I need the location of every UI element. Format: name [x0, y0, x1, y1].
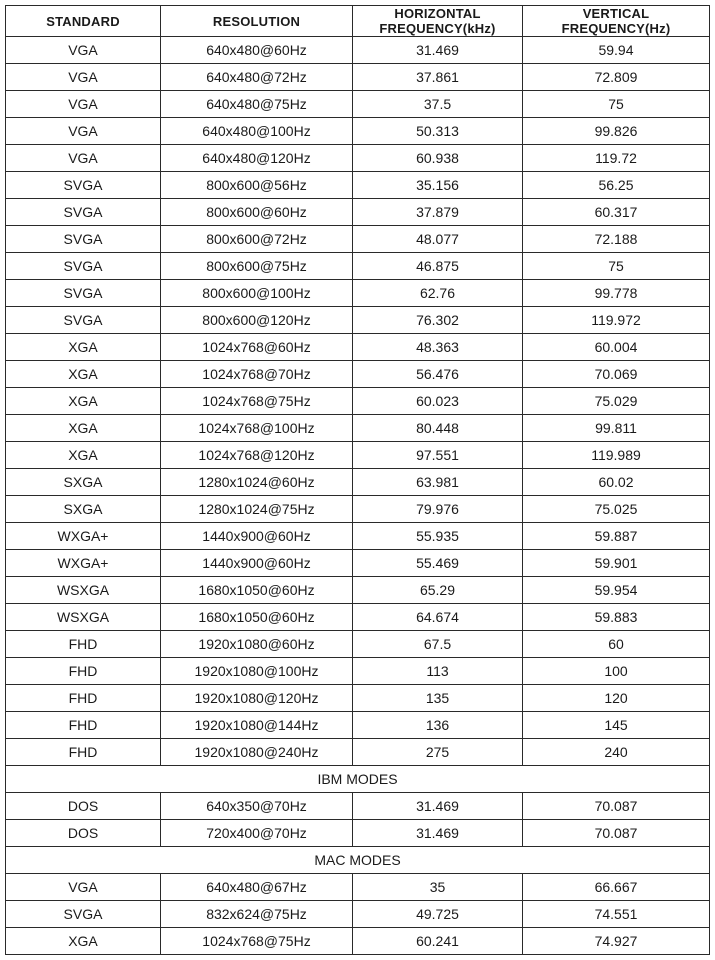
- cell-standard: WXGA+: [6, 523, 161, 550]
- cell-standard: XGA: [6, 388, 161, 415]
- cell-resolution: 1024x768@120Hz: [161, 442, 353, 469]
- cell-horizontal-frequency: 63.981: [353, 469, 523, 496]
- cell-standard: XGA: [6, 415, 161, 442]
- section-title: MAC MODES: [6, 847, 710, 874]
- table-header: [6, 6, 710, 37]
- cell-vertical-frequency: 72.188: [523, 226, 710, 253]
- cell-resolution: 1680x1050@60Hz: [161, 604, 353, 631]
- cell-standard: SVGA: [6, 280, 161, 307]
- cell-horizontal-frequency: 31.469: [353, 820, 523, 847]
- cell-resolution: 1440x900@60Hz: [161, 550, 353, 577]
- cell-horizontal-frequency: 56.476: [353, 361, 523, 388]
- cell-horizontal-frequency: 46.875: [353, 253, 523, 280]
- cell-horizontal-frequency: 35: [353, 874, 523, 901]
- cell-horizontal-frequency: 55.469: [353, 550, 523, 577]
- cell-vertical-frequency: 145: [523, 712, 710, 739]
- cell-standard: WSXGA: [6, 577, 161, 604]
- header-standard: STANDARD: [6, 6, 161, 37]
- table-row: [6, 523, 710, 550]
- table-row: [6, 739, 710, 766]
- cell-resolution: 800x600@75Hz: [161, 253, 353, 280]
- table-row: [6, 685, 710, 712]
- cell-vertical-frequency: 75: [523, 253, 710, 280]
- table-row: [6, 37, 710, 64]
- table-row: [6, 577, 710, 604]
- table-body: [6, 37, 710, 955]
- section-title: IBM MODES: [6, 766, 710, 793]
- cell-resolution: 1920x1080@120Hz: [161, 685, 353, 712]
- table-row: [6, 253, 710, 280]
- cell-horizontal-frequency: 275: [353, 739, 523, 766]
- header-vertical-line2: FREQUENCY(Hz): [561, 21, 671, 36]
- cell-resolution: 640x480@100Hz: [161, 118, 353, 145]
- table-row: [6, 199, 710, 226]
- cell-standard: SVGA: [6, 307, 161, 334]
- cell-standard: VGA: [6, 64, 161, 91]
- cell-vertical-frequency: 60.004: [523, 334, 710, 361]
- cell-standard: VGA: [6, 145, 161, 172]
- header-horizontal-frequency: [353, 6, 523, 37]
- cell-standard: SVGA: [6, 226, 161, 253]
- cell-vertical-frequency: 75: [523, 91, 710, 118]
- cell-standard: WSXGA: [6, 604, 161, 631]
- cell-standard: XGA: [6, 928, 161, 955]
- cell-vertical-frequency: 59.94: [523, 37, 710, 64]
- cell-vertical-frequency: 75.029: [523, 388, 710, 415]
- cell-vertical-frequency: 99.826: [523, 118, 710, 145]
- cell-standard: XGA: [6, 442, 161, 469]
- cell-horizontal-frequency: 60.938: [353, 145, 523, 172]
- cell-horizontal-frequency: 37.879: [353, 199, 523, 226]
- cell-vertical-frequency: 75.025: [523, 496, 710, 523]
- cell-resolution: 1920x1080@60Hz: [161, 631, 353, 658]
- table-row: [6, 604, 710, 631]
- cell-standard: DOS: [6, 793, 161, 820]
- cell-horizontal-frequency: 60.241: [353, 928, 523, 955]
- cell-resolution: 1024x768@60Hz: [161, 334, 353, 361]
- header-vertical-frequency: [523, 6, 710, 37]
- table-row: [6, 820, 710, 847]
- cell-vertical-frequency: 70.087: [523, 793, 710, 820]
- cell-vertical-frequency: 100: [523, 658, 710, 685]
- cell-resolution: 1680x1050@60Hz: [161, 577, 353, 604]
- cell-horizontal-frequency: 64.674: [353, 604, 523, 631]
- cell-horizontal-frequency: 35.156: [353, 172, 523, 199]
- header-horizontal-line1: HORIZONTAL: [394, 6, 481, 21]
- cell-vertical-frequency: 99.778: [523, 280, 710, 307]
- cell-standard: SVGA: [6, 199, 161, 226]
- cell-resolution: 640x480@60Hz: [161, 37, 353, 64]
- cell-standard: FHD: [6, 631, 161, 658]
- cell-standard: XGA: [6, 334, 161, 361]
- cell-horizontal-frequency: 113: [353, 658, 523, 685]
- cell-standard: FHD: [6, 658, 161, 685]
- cell-resolution: 1280x1024@60Hz: [161, 469, 353, 496]
- header-resolution: RESOLUTION: [161, 6, 353, 37]
- cell-resolution: 1920x1080@144Hz: [161, 712, 353, 739]
- section-row: [6, 847, 710, 874]
- cell-resolution: 1440x900@60Hz: [161, 523, 353, 550]
- table-row: [6, 550, 710, 577]
- cell-standard: SXGA: [6, 496, 161, 523]
- cell-vertical-frequency: 74.927: [523, 928, 710, 955]
- timing-table: [5, 5, 710, 955]
- cell-resolution: 720x400@70Hz: [161, 820, 353, 847]
- cell-vertical-frequency: 59.954: [523, 577, 710, 604]
- table-row: [6, 793, 710, 820]
- table-row: [6, 226, 710, 253]
- cell-vertical-frequency: 119.989: [523, 442, 710, 469]
- cell-horizontal-frequency: 76.302: [353, 307, 523, 334]
- table-row: [6, 388, 710, 415]
- cell-resolution: 800x600@120Hz: [161, 307, 353, 334]
- cell-horizontal-frequency: 62.76: [353, 280, 523, 307]
- cell-horizontal-frequency: 60.023: [353, 388, 523, 415]
- cell-vertical-frequency: 120: [523, 685, 710, 712]
- header-row: [6, 6, 710, 37]
- table-row: [6, 631, 710, 658]
- table-row: [6, 442, 710, 469]
- cell-vertical-frequency: 59.901: [523, 550, 710, 577]
- table-row: [6, 172, 710, 199]
- table-row: [6, 361, 710, 388]
- cell-standard: VGA: [6, 37, 161, 64]
- cell-standard: WXGA+: [6, 550, 161, 577]
- cell-standard: VGA: [6, 874, 161, 901]
- table-row: [6, 334, 710, 361]
- cell-resolution: 1024x768@100Hz: [161, 415, 353, 442]
- header-vertical-line1: VERTICAL: [582, 6, 650, 21]
- cell-vertical-frequency: 72.809: [523, 64, 710, 91]
- cell-horizontal-frequency: 49.725: [353, 901, 523, 928]
- cell-resolution: 800x600@72Hz: [161, 226, 353, 253]
- cell-standard: VGA: [6, 91, 161, 118]
- table-row: [6, 712, 710, 739]
- cell-vertical-frequency: 66.667: [523, 874, 710, 901]
- cell-vertical-frequency: 60.02: [523, 469, 710, 496]
- table-row: [6, 658, 710, 685]
- cell-vertical-frequency: 56.25: [523, 172, 710, 199]
- cell-resolution: 640x480@120Hz: [161, 145, 353, 172]
- cell-resolution: 1920x1080@100Hz: [161, 658, 353, 685]
- cell-vertical-frequency: 70.069: [523, 361, 710, 388]
- cell-vertical-frequency: 99.811: [523, 415, 710, 442]
- table-row: [6, 496, 710, 523]
- cell-horizontal-frequency: 67.5: [353, 631, 523, 658]
- cell-horizontal-frequency: 48.077: [353, 226, 523, 253]
- cell-resolution: 832x624@75Hz: [161, 901, 353, 928]
- cell-standard: SVGA: [6, 172, 161, 199]
- cell-vertical-frequency: 60.317: [523, 199, 710, 226]
- cell-vertical-frequency: 119.72: [523, 145, 710, 172]
- cell-horizontal-frequency: 65.29: [353, 577, 523, 604]
- cell-horizontal-frequency: 50.313: [353, 118, 523, 145]
- cell-vertical-frequency: 240: [523, 739, 710, 766]
- cell-standard: FHD: [6, 739, 161, 766]
- table-row: [6, 928, 710, 955]
- cell-standard: SVGA: [6, 253, 161, 280]
- cell-resolution: 1024x768@75Hz: [161, 928, 353, 955]
- cell-resolution: 1024x768@75Hz: [161, 388, 353, 415]
- cell-standard: XGA: [6, 361, 161, 388]
- cell-resolution: 640x480@72Hz: [161, 64, 353, 91]
- cell-standard: SXGA: [6, 469, 161, 496]
- cell-horizontal-frequency: 31.469: [353, 793, 523, 820]
- table-row: [6, 307, 710, 334]
- cell-vertical-frequency: 60: [523, 631, 710, 658]
- cell-vertical-frequency: 70.087: [523, 820, 710, 847]
- table-row: [6, 91, 710, 118]
- table-row: [6, 145, 710, 172]
- cell-horizontal-frequency: 97.551: [353, 442, 523, 469]
- cell-horizontal-frequency: 48.363: [353, 334, 523, 361]
- cell-standard: SVGA: [6, 901, 161, 928]
- cell-resolution: 1024x768@70Hz: [161, 361, 353, 388]
- cell-horizontal-frequency: 55.935: [353, 523, 523, 550]
- header-horizontal-line2: FREQUENCY(kHz): [379, 21, 496, 36]
- cell-horizontal-frequency: 135: [353, 685, 523, 712]
- table-row: [6, 64, 710, 91]
- cell-resolution: 800x600@100Hz: [161, 280, 353, 307]
- cell-horizontal-frequency: 31.469: [353, 37, 523, 64]
- cell-vertical-frequency: 59.883: [523, 604, 710, 631]
- cell-standard: DOS: [6, 820, 161, 847]
- cell-horizontal-frequency: 80.448: [353, 415, 523, 442]
- table-row: [6, 874, 710, 901]
- cell-horizontal-frequency: 37.861: [353, 64, 523, 91]
- cell-resolution: 800x600@60Hz: [161, 199, 353, 226]
- table-row: [6, 118, 710, 145]
- cell-standard: FHD: [6, 712, 161, 739]
- table-row: [6, 415, 710, 442]
- cell-resolution: 640x480@67Hz: [161, 874, 353, 901]
- cell-horizontal-frequency: 37.5: [353, 91, 523, 118]
- table-row: [6, 901, 710, 928]
- cell-horizontal-frequency: 79.976: [353, 496, 523, 523]
- cell-resolution: 640x350@70Hz: [161, 793, 353, 820]
- cell-vertical-frequency: 119.972: [523, 307, 710, 334]
- table-row: [6, 469, 710, 496]
- cell-horizontal-frequency: 136: [353, 712, 523, 739]
- cell-resolution: 1280x1024@75Hz: [161, 496, 353, 523]
- table-row: [6, 280, 710, 307]
- cell-vertical-frequency: 59.887: [523, 523, 710, 550]
- section-row: [6, 766, 710, 793]
- cell-standard: FHD: [6, 685, 161, 712]
- cell-vertical-frequency: 74.551: [523, 901, 710, 928]
- cell-resolution: 1920x1080@240Hz: [161, 739, 353, 766]
- cell-resolution: 640x480@75Hz: [161, 91, 353, 118]
- cell-standard: VGA: [6, 118, 161, 145]
- cell-resolution: 800x600@56Hz: [161, 172, 353, 199]
